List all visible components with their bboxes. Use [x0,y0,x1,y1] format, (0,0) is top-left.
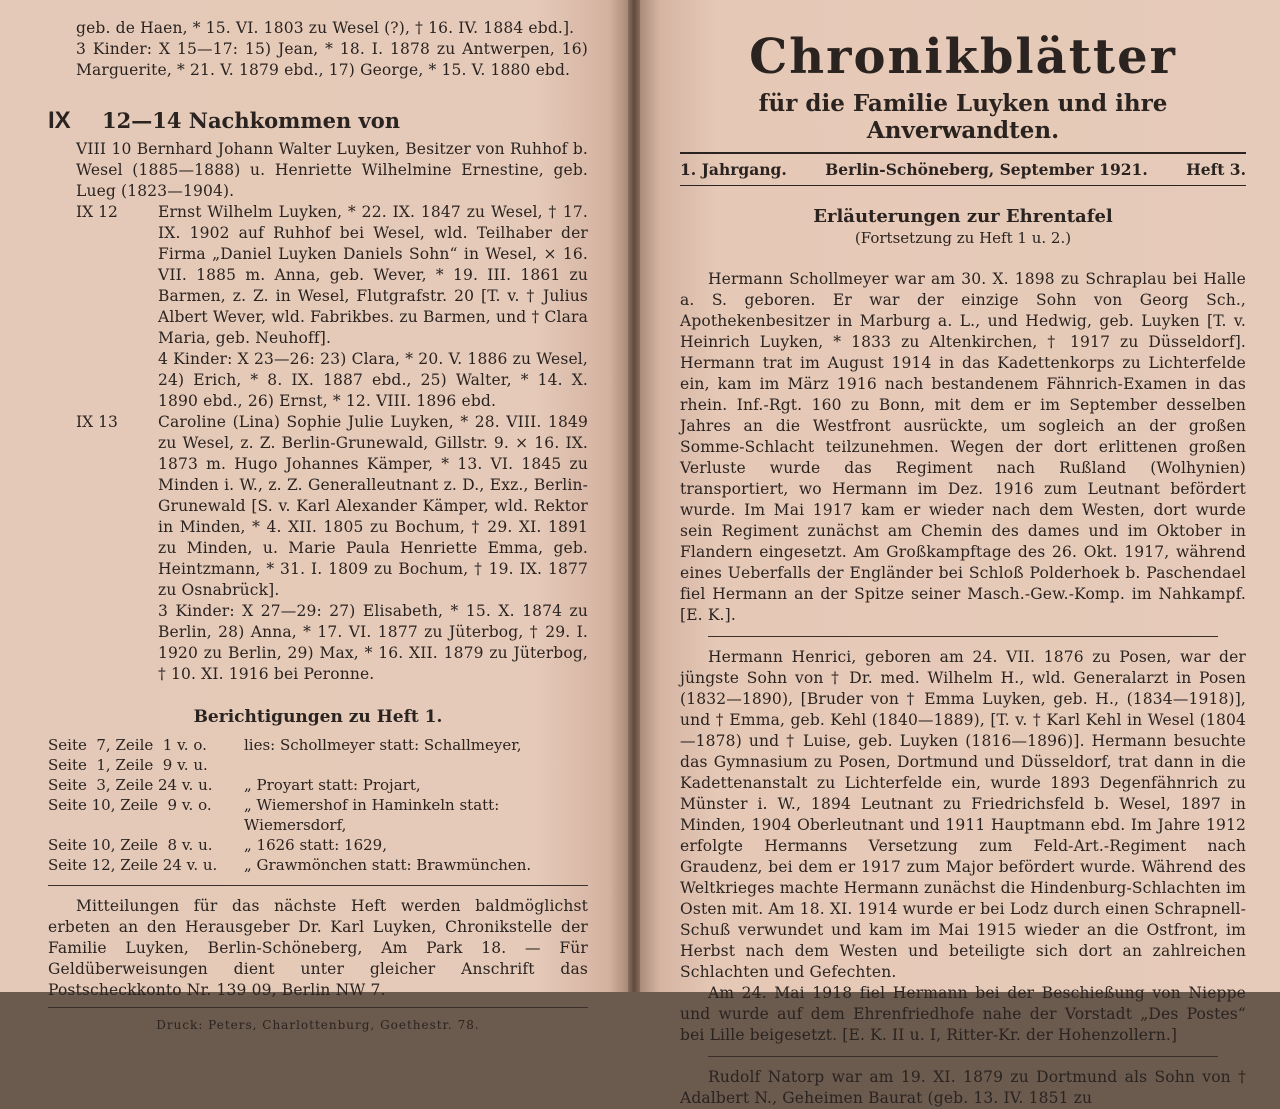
correction-location: Seite 1, Zeile 9 v. u. [48,756,208,774]
right-page [640,0,1280,1107]
correction-location: Seite 10, Zeile 9 v. o. [48,796,212,814]
book-gutter [628,0,640,992]
correction-row [48,795,588,835]
correction-location: Seite 10, Zeile 8 v. u. [48,836,213,854]
divider [680,185,1246,186]
divider [48,1007,588,1008]
section-heading [48,107,588,135]
correction-row [48,775,588,795]
genealogy-entry [48,202,588,412]
notice-text: Mitteilungen für das nächste Heft werden baldmöglichst erbeten an den Herausgeber Dr. Karl Luyken, Chronikstelle der Familie Luyken, Berlin-Schöneberg, Am Park 18. — Für Geldüberweisungen dient unter gleicher Anschrift das Postscheckkonto Nr. 139 09, Berlin NW 7. [48,897,588,999]
article-paragraph: Am 24. Mai 1918 fiel Hermann bei der Beschießung von Nieppe und wurde auf dem Ehrenfriedhofe nahe der Vorstadt „Des Postes“ bei Lille beigesetzt. [E. K. II u. I, Ritter-Kr. der Hohenzollern.] [680,984,1246,1044]
intro-line: 3 Kinder: X 15—17: 15) Jean, * 18. I. 1878 zu Antwerpen, 16) Marguerite, * 21. V. 1879 ebd., 17) George, * 15. V. 1880 ebd. [76,40,588,79]
section-title: 12—14 Nachkommen von [102,108,401,133]
left-page [0,0,628,1032]
correction-text: „ 1626 statt: 1629, [244,836,387,854]
entry-text: Caroline (Lina) Sophie Julie Luyken, * 28. VIII. 1849 zu Wesel, z. Z. Berlin-Grunewald, Gillstr. 9. × 16. IX. 1873 m. Hugo Johannes Kämper, * 13. VI. 1845 zu Minden i. W., z. Z. Generalleutnant z. D., Exz., Berlin-Grunewald [S. v. Karl Alexander Kämper, wld. Rektor in Minden, * 4. XII. 1805 zu Bochum, † 29. XI. 1891 zu Minden, u. Marie Paula Henriette Emma, geb. Heintzmann, * 31. I. 1809 zu Bochum, † 19. IX. 1877 zu Osnabrück]. [158,413,588,599]
entry-text: Ernst Wilhelm Luyken, * 22. IX. 1847 zu Wesel, † 17. IX. 1902 auf Ruhhof bei Wesel, wld. Teilhaber der Firma „Daniel Luyken Daniels Sohn“ in Wesel, × 16. VII. 1885 m. Anna, geb. Wever, * 19. III. 1861 zu Barmen, z. Z. in Wesel, Flutgrafstr. 20 [T. v. † Julius Albert Wever, wld. Fabrikbes. zu Barmen, und † Clara Maria, geb. Neuhoff]. [158,203,588,347]
article-paragraph: Hermann Schollmeyer war am 30. X. 1898 zu Schraplau bei Halle a. S. geboren. Er war der einzige Sohn von Georg Sch., Apothekenbesitzer in Marburg a. L., und Hedwig, geb. Luyken [T. v. Heinrich Luyken, * 1833 zu Altenkirchen, † 1917 zu Düsseldorf]. Hermann trat im August 1914 in das Kadettenkorps zu Lichterfelde ein, kam im März 1916 nach bestandenem Fähnrich-Examen in das rhein. Inf.-Rgt. 160 zu Bonn, mit dem er im September desselben Jahres an die Westfront ausrückte, um sogleich an der großen Somme-Schlacht teilzunehmen. Wegen der dort erlittenen großen Verluste wurde das Regiment nach Rußland (Wolhynien) transportiert, wo Hermann im Dez. 1916 zum Leutnant befördert wurde. Im Mai 1917 kam er wieder nach dem Westen, dort wurde sein Regiment zunächst am Chemin des dames und im Oktober in Flandern eingesetzt. Am Großkampftage des 26. Okt. 1917, während eines Ueberfalls der Engländer bei Schloß Polderhoek b. Paschendael fiel Hermann an der Spitze seiner Masch.-Gew.-Komp. im Nahkampf. [E. K.]. [680,270,1246,624]
issue-line [680,154,1246,185]
issue-number: Heft 3. [1186,160,1246,179]
divider [708,1056,1217,1057]
article-title: Erläuterungen zur Ehrentafel [813,206,1113,227]
correction-text: „ Proyart statt: Projart, [244,776,421,794]
article-paragraph: Rudolf Natorp war am 19. XI. 1879 zu Dortmund als Sohn von † Adalbert N., Geheimen Baurat (geb. 13. IV. 1851 zu [680,1068,1246,1107]
corrections-list [48,735,588,875]
intro-line: geb. de Haen, * 15. VI. 1803 zu Wesel (?), † 16. IV. 1884 ebd.]. [76,19,575,37]
entry-number: IX 12 [76,203,118,221]
correction-location: Seite 3, Zeile 24 v. u. [48,776,213,794]
correction-row [48,835,588,855]
correction-text [244,755,588,775]
printer-note: Druck: Peters, Charlottenburg, Goethestr. 78. [156,1018,480,1032]
correction-row [48,755,588,775]
parents-line: VIII 10 Bernhard Johann Walter Luyken, Besitzer von Ruhhof b. Wesel (1885—1888) u. Henriette Wilhelmine Ernestine, geb. Lueg (1823—1904). [76,140,588,200]
corrections-title: Berichtigungen zu Heft 1. [193,707,443,727]
masthead-title: Chronikblätter [749,29,1177,85]
divider [48,885,588,886]
entry-children: 3 Kinder: X 27—29: 27) Elisabeth, * 15. X. 1874 zu Berlin, 28) Anna, * 17. VI. 1877 zu Jüterbog, † 29. I. 1920 zu Berlin, 29) Max, * 16. XII. 1879 zu Jüterbog, † 10. XI. 1916 bei Peronne. [158,602,588,683]
correction-location: Seite 12, Zeile 24 v. u. [48,856,218,874]
article-subtitle: (Fortsetzung zu Heft 1 u. 2.) [854,229,1072,247]
correction-text: „ Grawmönchen statt: Brawmünchen. [244,856,532,874]
entry-children: 4 Kinder: X 23—26: 23) Clara, * 20. V. 1886 zu Wesel, 24) Erich, * 8. IX. 1887 ebd., 25) Walter, * 14. X. 1890 ebd., 26) Ernst, * 12. VIII. 1896 ebd. [158,350,588,410]
issue-year: 1. Jahrgang. [680,160,787,179]
masthead-subtitle: für die Familie Luyken und ihre Anverwandten. [758,90,1168,144]
article-paragraph: Hermann Henrici, geboren am 24. VII. 1876 zu Posen, war der jüngste Sohn von † Dr. med. Wilhelm H., wld. Generalarzt in Posen (1832—1890), [Bruder von † Emma Luyken, geb. H., (1834—1918)], und † Emma, geb. Kehl (1840—1889), [T. v. † Karl Kehl in Wesel (1804—1878) und † Luise, geb. Luyken (1816—1896)]. Hermann besuchte das Gymnasium zu Posen, Dortmund und Düsseldorf, trat dann in die Kadettenanstalt zu Lichterfelde ein, wurde 1893 Degenfähnrich zu Münster i. W., 1894 Leutnant zu Friedrichsfeld b. Wesel, 1897 in Minden, 1904 Oberleutnant und 1911 Hauptmann ebd. Im Jahre 1912 erfolgte Hermanns Versetzung zum Feld-Art.-Regiment nach Graudenz, bei dem er 1917 zum Major befördert wurde. Während des Weltkrieges machte Hermann zunächst die Hindenburg-Schlachten im Osten mit. Am 18. XI. 1914 wurde er bei Lodz durch einen Schrapnell-Schuß verwundet und kam im Mai 1915 wieder an die Ostfront, im Herbst nach dem Westen und beteiligte sich dort an zahlreichen Schlachten und Gefechten. [680,648,1246,981]
intro-block [48,18,588,81]
correction-row [48,735,588,755]
genealogy-entry [48,412,588,685]
correction-text: „ Wiemershof in Haminkeln statt: Wiemersdorf, [244,796,500,834]
entry-number: IX 13 [76,413,118,431]
divider [708,636,1217,637]
correction-location: Seite 7, Zeile 1 v. o. [48,736,207,754]
section-roman: IX [48,107,71,134]
issue-place-date: Berlin-Schöneberg, September 1921. [825,160,1148,179]
correction-row [48,855,588,875]
correction-text: lies: Schollmeyer statt: Schallmeyer, [244,736,522,754]
